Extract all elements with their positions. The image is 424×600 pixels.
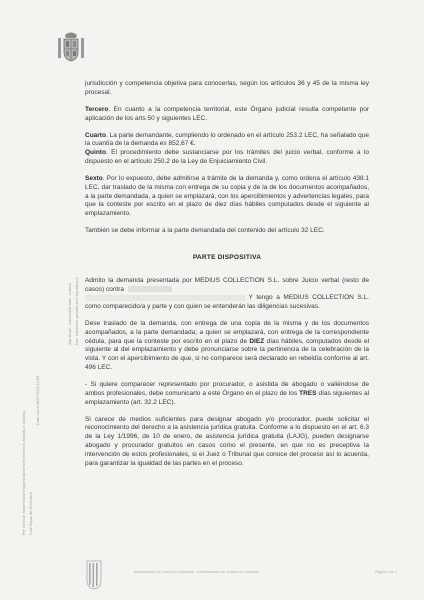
- margin-line-3: Data i hora 06/07/2022 13:05: [36, 375, 40, 425]
- paragraph-continuation: jurisdicción y competencia objetiva para conocerlas, según los artículos 36 y 45 de la misma ley procesal.: [85, 80, 369, 96]
- margin-line-2: Codi Segur de Verificació: [29, 492, 33, 535]
- margin-line-5: Doc. electrònic garantit amb signatura-e: [75, 277, 79, 345]
- verification-margin: [20, 95, 80, 575]
- paragraph-asistencia-gratuita: Si carece de medios suficientes para designar abogado y/o procurador, puede solicitar el reconocimiento del derecho a la asistencia jurídica gratuita. Conforme a lo dispuesto en el art. 6.3 de la Ley 1/1996, de 10 de enero, de asistencia jurídica gratuita (LAJG), pueden designarse abogado y procurador gratuitos en casos como el presente, en que no es preceptiva la intervención de estos profesionales, si el Juez o Tribunal que conoce del proceso así lo acuerda, para garantizar la igualdad de las partes en el proceso.: [85, 415, 369, 467]
- paragraph-articulo-32: También se debe informar a la parte demandada del contenido del artículo 32 LEC.: [85, 227, 325, 235]
- paragraph-cuarto: Cuarto. La parte demandante, cumpliendo lo ordenado en el artículo 253.2 LEC, ha señalado que la cuantía de la demanda es 852,67 €.: [85, 131, 369, 148]
- margin-line-4: Signat per: Juez/Letrat Adm. Justícia: [68, 282, 72, 345]
- paragraph-traslado: Dese traslado de la demanda, con entrega de una copia de la misma y de los documentos acompañados, a la parte demandada; a quien se emplazará, con entrega de la correspondiente cédula, para que la conteste por escrito en el plazo de DIEZ días hábiles, computados desde el siguiente al del emplazamiento y debe pronunciarse sobre la pertinencia de la celebración de la vista. Y con el apercibimiento de que, si no comparece será declarado en rebeldía conforme al art. 496 LEC.: [85, 320, 370, 372]
- footer-text: Administració de Justícia a Catalunya · Administración de Justicia en Cataluña: [134, 570, 259, 574]
- paragraph-comparecer: - Si quiere comparecer representado por procurador, o asistida de abogado o valiéndose de ambos profesionales, debe comunicarlo a este Órgano en el plazo de los TRES días siguientes al emplazamiento (art. 32.2 LEC).: [85, 381, 370, 406]
- section-title: PARTE DISPOSITIVA: [192, 253, 262, 261]
- margin-line-1: Per verificar l'autenticitat d'aquest document electrònic accediu a l'adreça: [22, 410, 26, 535]
- page-number: Pàgina 2 de 4: [375, 570, 398, 574]
- paragraph-quinto: Quinto. El procedimiento debe sustanciarse por los trámites del juicio verbal, conforme a lo dispuesto en el artículo 250.2 de la Ley de Enjuiciamiento Civil.: [85, 149, 369, 165]
- coat-of-arms-icon: [56, 30, 86, 64]
- redacted-block: [128, 286, 172, 292]
- document-body: [85, 80, 369, 477]
- paragraph-tercero: Tercero. En cuanto a la competencia territorial, este Órgano judicial resulta competente por aplicación de los arts 50 y siguientes LEC.: [85, 105, 369, 122]
- paragraph-admision: Admito la demanda presentada por MEDIUS COLLECTION S.L. sobre Juicio verbal (resto de casos) contra Y tengo a MEDIUS COLLECTION S.L. como comparecido/a y parte y con quien se entenderán las diligencias sucesivas.: [85, 276, 369, 311]
- redacted-block: [85, 295, 245, 301]
- generalitat-logo-icon: [86, 560, 102, 590]
- paragraph-sexto: Sexto. Por lo expuesto, debe admitirse a trámite de la demanda y, como ordena el artículo 438.1 LEC, dar traslado de la misma con entrega de su copia y de la de los documentos acompañados, a la parte demandada, a quien se emplazará, con los apercibimientos y advertencias legales, para que la conteste por escrito en el plazo de diez días hábiles computados desde el siguiente al emplazamiento.: [85, 174, 369, 218]
